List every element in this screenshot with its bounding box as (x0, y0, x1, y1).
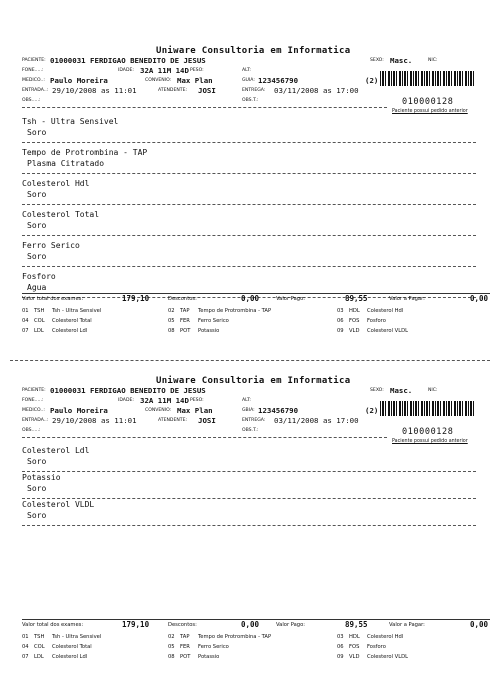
barcode (380, 71, 476, 86)
summary-code: LDL (34, 654, 44, 660)
label-paciente: PACIENTE: (22, 388, 46, 393)
label-peso: PESO: (190, 398, 204, 403)
summary-name: Colesterol Ldl (52, 654, 88, 660)
patient-guia: 123456790 (258, 406, 299, 415)
sheet1-exam-name: Colesterol Hdl (22, 179, 90, 188)
sheet1-exam-material: Soro (27, 252, 47, 261)
summary-num: 04 (22, 318, 29, 324)
patient-entrega: 03/11/2008 as 17:00 (274, 416, 359, 425)
sheet1-exam-divider (22, 204, 476, 205)
label-convenio: CONVENIO: (145, 78, 172, 83)
sheet1-exam-name: Tsh - Ultra Sensivel (22, 117, 119, 126)
label-nic: NIC: (428, 58, 438, 63)
label-obs: OBS.....: (22, 98, 41, 103)
label-peso: PESO: (190, 68, 204, 73)
summary-num: 07 (22, 328, 29, 334)
label-fone: FONE.....: (22, 398, 44, 403)
summary-code: TSH (34, 308, 45, 314)
patient-sexo: Masc. (390, 386, 413, 395)
previous-order-note: Paciente possui pedido anterior (392, 109, 468, 114)
summary-num: 03 (337, 634, 344, 640)
summary-num: 07 (22, 654, 29, 660)
summary-code: LDL (34, 328, 44, 334)
label-idade: IDADE: (118, 398, 134, 403)
valor-total: 179,10 (122, 620, 150, 629)
patient-atendente: JOSI (198, 416, 216, 425)
label-obst: OBS.T.: (242, 98, 259, 103)
summary-name: Colesterol Total (52, 318, 92, 324)
valor-pago: 89,55 (345, 294, 368, 303)
label-nic: NIC: (428, 388, 438, 393)
label-entrega: ENTREGA: (242, 88, 266, 93)
valor-pagar: 0,00 (470, 620, 489, 629)
patient-atendente: JOSI (198, 86, 216, 95)
label-entrada: ENTRADA..: (22, 418, 49, 423)
label-medico: MEDICO..: (22, 78, 45, 83)
label-sexo: SEXO: (370, 388, 384, 393)
label-entrada: ENTRADA..: (22, 88, 49, 93)
request-code: 010000128 (402, 97, 454, 107)
label-guia: GBIA: (242, 408, 255, 413)
request-code: 010000128 (402, 427, 454, 437)
summary-name: Colesterol VLDL (367, 654, 408, 660)
patient-guia-count: (2) (365, 406, 379, 415)
summary-name: Potassio (198, 328, 220, 334)
label-entrega: ENTREGA: (242, 418, 266, 423)
summary-code: TAP (180, 634, 190, 640)
patient-id-name: 01000031 FERDIGAO BENEDITO DE JESUS (50, 386, 206, 395)
summary-name: Tempo de Protrombina - TAP (198, 308, 272, 314)
summary-code: FOS (349, 318, 360, 324)
label-obs: OBS.....: (22, 428, 41, 433)
summary-name: Colesterol VLDL (367, 328, 408, 334)
header-divider (22, 107, 387, 108)
sheet-separator (10, 360, 490, 361)
valor-pagar: 0,00 (470, 294, 489, 303)
sheet2-exam-name: Colesterol Ldl (22, 446, 90, 455)
patient-idade: 32A 11M 14D (140, 66, 189, 75)
sheet1-exam-divider (22, 142, 476, 143)
sheet2-exam-divider (22, 471, 476, 472)
summary-name: Colesterol Total (52, 644, 92, 650)
label-descontos: Descontos: (168, 296, 197, 302)
patient-id-name: 01000031 FERDIGAO BENEDITO DE JESUS (50, 56, 206, 65)
sheet1-exam-name: Ferro Serico (22, 241, 80, 250)
summary-name: Fosforo (367, 644, 386, 650)
sheet1-exam-name: Colesterol Total (22, 210, 100, 219)
summary-num: 01 (22, 634, 29, 640)
label-obst: OBS.T.: (242, 428, 259, 433)
summary-num: 08 (168, 328, 175, 334)
sheet2-exam-material: Soro (27, 484, 47, 493)
summary-num: 03 (337, 308, 344, 314)
summary-num: 06 (337, 644, 344, 650)
summary-num: 08 (168, 654, 175, 660)
descontos: 0,00 (241, 294, 260, 303)
patient-entrada: 29/10/2008 as 11:01 (52, 86, 137, 95)
summary-name: Ferro Serico (198, 318, 229, 324)
summary-num: 04 (22, 644, 29, 650)
patient-guia-count: (2) (365, 76, 379, 85)
sheet2-exam-material: Soro (27, 511, 47, 520)
patient-sexo: Masc. (390, 56, 413, 65)
sheet1-exam-material: Soro (27, 128, 47, 137)
summary-num: 05 (168, 318, 175, 324)
summary-code: VLD (349, 654, 360, 660)
summary-code: FOS (349, 644, 360, 650)
summary-num: 06 (337, 318, 344, 324)
sheet1-exam-divider (22, 266, 476, 267)
summary-name: Colesterol Ldl (52, 328, 88, 334)
label-valor-pago: Valor Pago: (276, 622, 306, 628)
valor-pago: 89,55 (345, 620, 368, 629)
summary-name: Tempo de Protrombina - TAP (198, 634, 272, 640)
label-atendente: ATENDENTE: (158, 418, 188, 423)
summary-code: VLD (349, 328, 360, 334)
summary-code: POT (180, 328, 191, 334)
sheet2-exam-name: Colesterol VLDL (22, 500, 95, 509)
label-valor-pagar: Valor a Pagar: (389, 296, 425, 302)
summary-num: 02 (168, 634, 175, 640)
summary-name: Colesterol Hdl (367, 634, 404, 640)
sheet1-exam-name: Tempo de Protrombina - TAP (22, 148, 148, 157)
sheet1-exam-divider (22, 235, 476, 236)
summary-num: 02 (168, 308, 175, 314)
patient-guia: 123456790 (258, 76, 299, 85)
header-divider (22, 437, 387, 438)
patient-medico: Paulo Moreira (50, 406, 108, 415)
label-atendente: ATENDENTE: (158, 88, 188, 93)
barcode (380, 401, 476, 416)
patient-idade: 32A 11M 14D (140, 396, 189, 405)
previous-order-note: Paciente possui pedido anterior (392, 439, 468, 444)
company-title: Uniware Consultoria em Informatica (156, 46, 351, 56)
summary-name: Colesterol Hdl (367, 308, 404, 314)
label-fone: FONE.....: (22, 68, 44, 73)
label-paciente: PACIENTE: (22, 58, 46, 63)
summary-code: COL (34, 644, 45, 650)
summary-num: 09 (337, 654, 344, 660)
sheet1-exam-material: Plasma Citratado (27, 159, 105, 168)
descontos: 0,00 (241, 620, 260, 629)
summary-num: 01 (22, 308, 29, 314)
sheet2-exam-name: Potassio (22, 473, 61, 482)
label-valor-total: Valor total dos exames: (22, 622, 84, 628)
sheet1-exam-name: Fosforo (22, 272, 56, 281)
label-convenio: CONVENIO: (145, 408, 172, 413)
summary-name: Fosforo (367, 318, 386, 324)
label-valor-pagar: Valor a Pagar: (389, 622, 425, 628)
patient-entrega: 03/11/2008 as 17:00 (274, 86, 359, 95)
patient-medico: Paulo Moreira (50, 76, 108, 85)
summary-code: FER (180, 318, 190, 324)
label-valor-pago: Valor Pago: (276, 296, 306, 302)
summary-name: Tsh - Ultra Sensivel (52, 634, 102, 640)
label-idade: IDADE: (118, 68, 134, 73)
summary-num: 05 (168, 644, 175, 650)
label-medico: MEDICO..: (22, 408, 45, 413)
summary-code: TAP (180, 308, 190, 314)
patient-convenio: Max Plan (177, 406, 213, 415)
label-sexo: SEXO: (370, 58, 384, 63)
valor-total: 179,10 (122, 294, 150, 303)
summary-code: FER (180, 644, 190, 650)
sheet2-exam-divider (22, 525, 476, 526)
label-alt: ALT: (242, 68, 251, 73)
sheet1-exam-divider (22, 173, 476, 174)
summary-code: POT (180, 654, 191, 660)
summary-code: COL (34, 318, 45, 324)
patient-convenio: Max Plan (177, 76, 213, 85)
sheet1-exam-material: Soro (27, 221, 47, 230)
summary-code: TSH (34, 634, 45, 640)
label-alt: ALT: (242, 398, 251, 403)
summary-code: HDL (349, 308, 360, 314)
summary-name: Tsh - Ultra Sensivel (52, 308, 102, 314)
label-descontos: Descontos: (168, 622, 197, 628)
label-guia: GUIA: (242, 78, 255, 83)
sheet1-exam-material: Agua (27, 283, 47, 292)
summary-num: 09 (337, 328, 344, 334)
label-valor-total: Valor total dos exames: (22, 296, 84, 302)
sheet2-exam-divider (22, 498, 476, 499)
summary-name: Ferro Serico (198, 644, 229, 650)
patient-entrada: 29/10/2008 as 11:01 (52, 416, 137, 425)
company-title: Uniware Consultoria em Informatica (156, 376, 351, 386)
summary-name: Potassio (198, 654, 220, 660)
sheet1-exam-material: Soro (27, 190, 47, 199)
summary-code: HDL (349, 634, 360, 640)
sheet2-exam-material: Soro (27, 457, 47, 466)
